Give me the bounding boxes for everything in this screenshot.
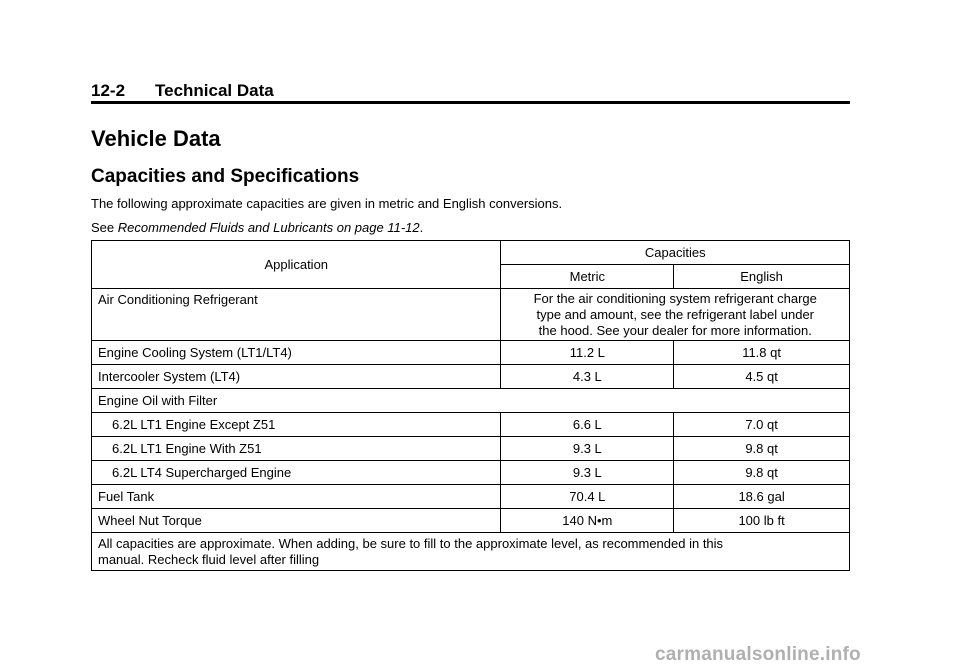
ac-note bbox=[501, 289, 850, 341]
table-row bbox=[92, 461, 850, 485]
table-header-row bbox=[92, 241, 850, 265]
row-label: Air Conditioning Refrigerant bbox=[92, 289, 501, 341]
row-label: 6.2L LT1 Engine With Z51 bbox=[92, 437, 501, 461]
col-header-capacities: Capacities bbox=[501, 241, 850, 265]
capacities-table bbox=[91, 240, 850, 571]
ac-note-line: type and amount, see the refrigerant label under bbox=[536, 306, 814, 322]
ac-note-line: For the air conditioning system refrigerant charge bbox=[533, 290, 817, 306]
table-footnote-row bbox=[92, 533, 850, 571]
header-rule bbox=[91, 101, 850, 104]
footnote-line: manual. Recheck fluid level after filling bbox=[98, 551, 320, 567]
table-row bbox=[92, 341, 850, 365]
english-value: 7.0 qt bbox=[674, 413, 850, 437]
row-label: 6.2L LT1 Engine Except Z51 bbox=[92, 413, 501, 437]
table-row bbox=[92, 365, 850, 389]
row-label: Intercooler System (LT4) bbox=[92, 365, 501, 389]
english-value: 11.8 qt bbox=[674, 341, 850, 365]
table-row bbox=[92, 389, 850, 413]
section-title: Technical Data bbox=[155, 81, 274, 100]
metric-value: 9.3 L bbox=[501, 437, 674, 461]
row-label: Fuel Tank bbox=[92, 485, 501, 509]
ac-note-line: the hood. See your dealer for more information. bbox=[538, 322, 812, 338]
page-number: 12-2 bbox=[91, 81, 126, 100]
col-header-application: Application bbox=[92, 241, 501, 289]
row-label: Engine Cooling System (LT1/LT4) bbox=[92, 341, 501, 365]
see-prefix: See bbox=[91, 220, 115, 235]
watermark-text: carmanualsonline.info bbox=[655, 644, 861, 665]
row-label: Engine Oil with Filter bbox=[92, 389, 850, 413]
row-label: 6.2L LT4 Supercharged Engine bbox=[92, 461, 501, 485]
cross-reference-link[interactable]: Recommended Fluids and Lubricants on page 11-12 bbox=[117, 220, 420, 235]
table-row bbox=[92, 289, 850, 341]
section-heading: Capacities and Specifications bbox=[91, 166, 360, 187]
english-value: 18.6 gal bbox=[674, 485, 850, 509]
page-title: Vehicle Data bbox=[91, 126, 221, 151]
table-row bbox=[92, 509, 850, 533]
english-value: 100 lb ft bbox=[674, 509, 850, 533]
row-label: Wheel Nut Torque bbox=[92, 509, 501, 533]
metric-value: 9.3 L bbox=[501, 461, 674, 485]
english-value: 9.8 qt bbox=[674, 461, 850, 485]
footnote-line: All capacities are approximate. When adding, be sure to fill to the approximate level, as recommended in this bbox=[98, 535, 724, 551]
metric-value: 6.6 L bbox=[501, 413, 674, 437]
table-footnote bbox=[92, 533, 850, 571]
table-row bbox=[92, 437, 850, 461]
table-row bbox=[92, 413, 850, 437]
intro-paragraph: The following approximate capacities are given in metric and English conversions. bbox=[91, 196, 563, 211]
see-suffix: . bbox=[419, 220, 424, 235]
metric-value: 140 N•m bbox=[501, 509, 674, 533]
col-header-metric: Metric bbox=[501, 265, 674, 289]
metric-value: 70.4 L bbox=[501, 485, 674, 509]
col-header-english: English bbox=[674, 265, 850, 289]
english-value: 9.8 qt bbox=[674, 437, 850, 461]
metric-value: 4.3 L bbox=[501, 365, 674, 389]
see-reference bbox=[91, 220, 423, 235]
metric-value: 11.2 L bbox=[501, 341, 674, 365]
running-head bbox=[91, 81, 274, 101]
english-value: 4.5 qt bbox=[674, 365, 850, 389]
table-row bbox=[92, 485, 850, 509]
